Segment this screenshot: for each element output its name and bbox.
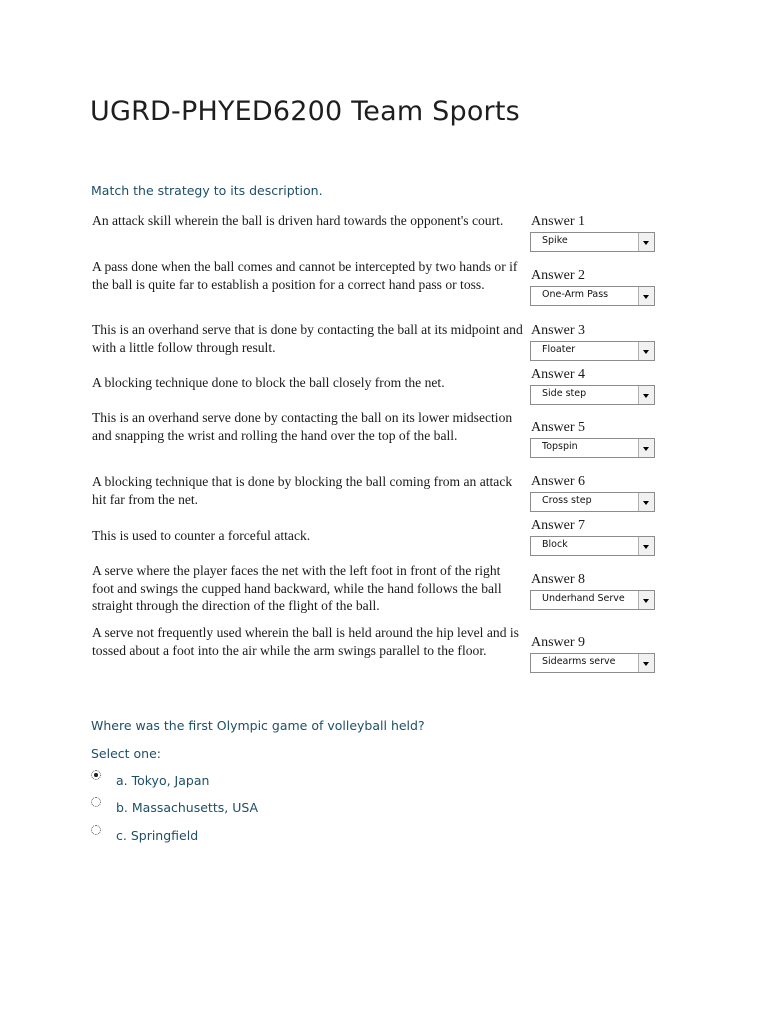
option-label-b[interactable]: b. Massachusetts, USA xyxy=(116,800,259,815)
answer-select-9[interactable] xyxy=(530,653,655,673)
answer-select-value-3: Floater xyxy=(542,344,576,355)
answer-label-6: Answer 6 xyxy=(531,474,586,489)
answer-select-3[interactable] xyxy=(530,341,655,361)
match-description-2: A pass done when the ball comes and cannot be intercepted by two hands or if the ball is quite far to establish a position for a correct hand pass or toss. xyxy=(92,259,518,292)
match-description-9: A serve not frequently used wherein the ball is held around the hip level and is tossed about a foot into the air while the arm swings parallel to the floor. xyxy=(92,625,519,658)
chevron-down-icon[interactable] xyxy=(638,493,654,511)
chevron-down-icon[interactable] xyxy=(638,233,654,251)
chevron-down-icon[interactable] xyxy=(638,287,654,305)
answer-label-9: Answer 9 xyxy=(531,635,586,650)
option-label-a[interactable]: a. Tokyo, Japan xyxy=(116,773,210,788)
answer-select-value-9: Sidearms serve xyxy=(542,656,616,667)
answer-label-8: Answer 8 xyxy=(531,572,586,587)
radio-button-b[interactable] xyxy=(91,797,101,807)
answer-select-value-6: Cross step xyxy=(542,495,592,506)
answer-select-8[interactable] xyxy=(530,590,655,610)
match-description-4: A blocking technique done to block the ball closely from the net. xyxy=(92,375,445,390)
answer-select-value-4: Side step xyxy=(542,388,587,399)
chevron-down-icon[interactable] xyxy=(638,342,654,360)
answer-label-4: Answer 4 xyxy=(531,367,586,382)
chevron-down-icon[interactable] xyxy=(638,386,654,404)
radio-button-c[interactable] xyxy=(91,825,101,835)
answer-select-value-7: Block xyxy=(542,539,568,550)
answer-select-5[interactable] xyxy=(530,438,655,458)
option-a[interactable] xyxy=(90,770,330,788)
answer-select-4[interactable] xyxy=(530,385,655,405)
select-one-label: Select one: xyxy=(91,746,162,761)
match-description-3: This is an overhand serve that is done by contacting the ball at its midpoint and with a little follow through result. xyxy=(92,322,523,355)
chevron-down-icon[interactable] xyxy=(638,537,654,555)
chevron-down-icon[interactable] xyxy=(638,439,654,457)
page-title: UGRD-PHYED6200 Team Sports xyxy=(90,96,520,127)
mc-question-prompt: Where was the first Olympic game of volleyball held? xyxy=(91,718,425,733)
answer-select-1[interactable] xyxy=(530,232,655,252)
match-description-7: This is used to counter a forceful attack. xyxy=(92,528,311,543)
answer-select-value-8: Underhand Serve xyxy=(542,593,625,604)
answer-label-7: Answer 7 xyxy=(531,518,586,533)
chevron-down-icon[interactable] xyxy=(638,654,654,672)
answer-select-7[interactable] xyxy=(530,536,655,556)
radio-button-a[interactable] xyxy=(91,770,101,780)
option-c[interactable] xyxy=(90,825,330,843)
answer-label-2: Answer 2 xyxy=(531,268,586,283)
answer-select-value-1: Spike xyxy=(542,235,568,246)
option-label-c[interactable]: c. Springfield xyxy=(116,828,199,843)
answer-label-5: Answer 5 xyxy=(531,420,586,435)
option-b[interactable] xyxy=(90,797,330,815)
answer-select-2[interactable] xyxy=(530,286,655,306)
answer-select-value-5: Topspin xyxy=(542,441,578,452)
chevron-down-icon[interactable] xyxy=(638,591,654,609)
matching-prompt: Match the strategy to its description. xyxy=(91,183,323,198)
answer-label-1: Answer 1 xyxy=(531,214,586,229)
match-description-8: A serve where the player faces the net with the left foot in front of the right foot and swings the cupped hand backward, while the hand follows the ball straight through the direction of the flight of the ball. xyxy=(92,563,502,614)
answer-select-value-2: One-Arm Pass xyxy=(542,289,609,300)
match-description-5: This is an overhand serve done by contacting the ball on its lower midsection and snapping the wrist and rolling the hand over the top of the ball. xyxy=(92,410,513,443)
answer-select-6[interactable] xyxy=(530,492,655,512)
match-description-1: An attack skill wherein the ball is driven hard towards the opponent's court. xyxy=(92,213,504,228)
answer-label-3: Answer 3 xyxy=(531,323,586,338)
match-description-6: A blocking technique that is done by blocking the ball coming from an attack hit far from the net. xyxy=(92,474,513,507)
